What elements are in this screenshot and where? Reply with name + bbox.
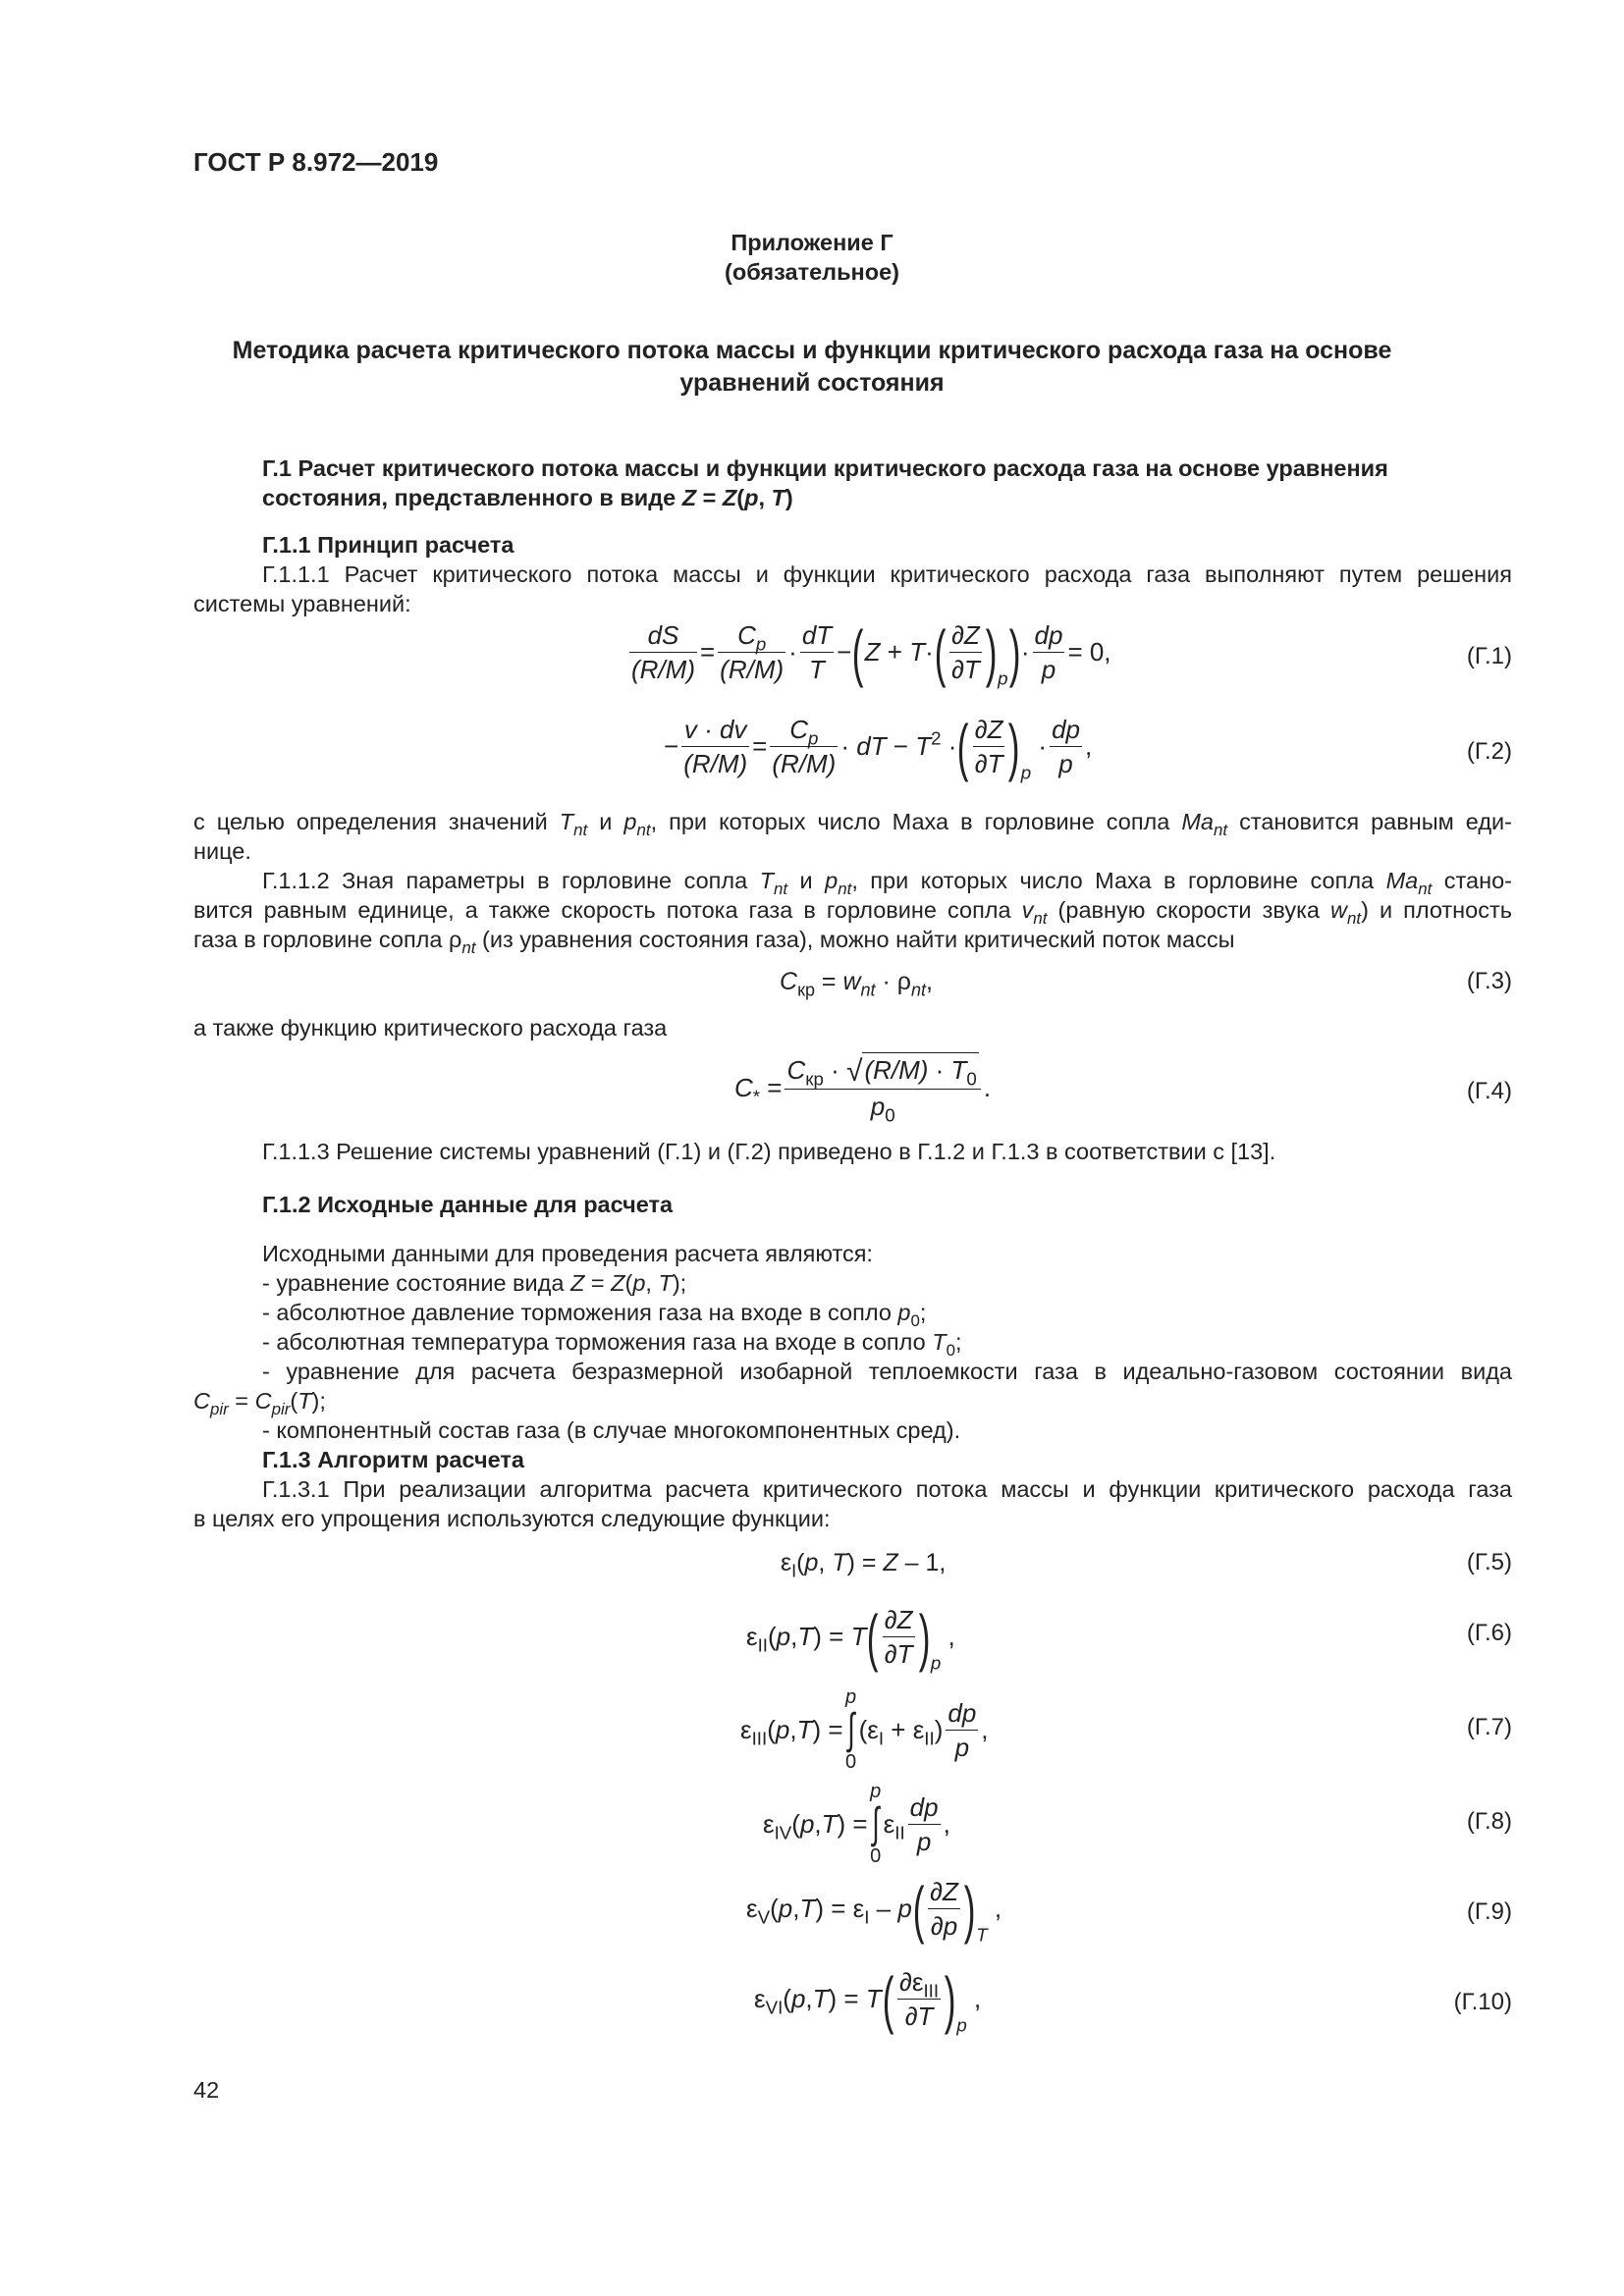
equation-g9: $\varepsilon_V(p,T) = \varepsilon_I - p$( $\frac{\partial Z}{\partial p}$ )$_T$ , xyxy=(746,1873,1002,1946)
after-eq2-line1: с целью определения значений $T_{nt}$ и $p_{nt}$, при которых число Маха в горловине сопла $Ma_{nt}$ становится равным еди- xyxy=(193,809,1512,839)
g12-item1: - уравнение состояние вида Z = Z(p, T); xyxy=(262,1270,687,1296)
section-g11-title: Г.1.1 Принцип расчета xyxy=(262,532,514,558)
equation-g4: $C_*$ = $C_{кр} \cdot √(R/M) \cdot T_0$ $p_0$ . xyxy=(734,1052,991,1123)
g12-item3: - абсолютная температура торможения газа на входе в сопло $T_0$; xyxy=(262,1329,962,1360)
g112-line1: Г.1.1.2 Зная параметры в горловине сопла $T_{nt}$ и $p_{nt}$, при которых число Маха в горловине сопла $Ma_{nt}$ стано- xyxy=(262,868,1512,898)
section-g12-title: Г.1.2 Исходные данные для расчета xyxy=(262,1192,674,1217)
equation-g6: $\varepsilon_{II}(p,T) = T$( $\frac{\partial Z}{\partial T}$ )$_p$ , xyxy=(746,1601,955,1674)
equation-g5: $\varepsilon_I(p$, T) = Z – 1, xyxy=(781,1549,947,1581)
section-g11-p1-line1: Г.1.1.1 Расчет критического потока массы и функции критического расхода газа выполняют путем решения xyxy=(262,561,1512,587)
equation-g1: $\frac{dS}{(R/M)}$ = $\frac{C_p}{(R/M)}$ · $\frac{dT}{T}$ −(Z + T·( $\frac{\partial Z}{\partial T}$ )$_p)\cdot$ $\frac{dp}{p}$ = 0, xyxy=(631,616,1111,689)
g12-item5: - компонентный состав газа (в случае многокомпонентных сред). xyxy=(262,1417,961,1443)
document-id: ГОСТ Р 8.972—2019 xyxy=(193,147,439,177)
equation-g8: $\varepsilon_{IV}(p,T)$ = p ∫ 0 $\varepsilon_{II}$ $\frac{dp}{p}$ , xyxy=(763,1781,950,1867)
section-g13-title: Г.1.3 Алгоритм расчета xyxy=(262,1447,524,1472)
equation-g7: $\varepsilon_{III}(p,T)$ = p ∫ 0 $(\varepsilon_I + \varepsilon_{II})$ $\frac{dp}{p}$ , xyxy=(740,1686,989,1773)
equation-number-g3: (Г.3) xyxy=(1466,968,1512,994)
section-g11-p1-line2: системы уравнений: xyxy=(193,591,411,616)
equation-number-g7: (Г.7) xyxy=(1466,1714,1512,1740)
g112-line3: газа в горловине сопла $\rho_{nt}$ (из уравнения состояния газа), можно найти критический поток массы xyxy=(193,927,1235,957)
equation-number-g9: (Г.9) xyxy=(1466,1898,1512,1925)
equation-number-g8: (Г.8) xyxy=(1466,1808,1512,1835)
g12-item4-line1: - уравнение для расчета безразмерной изобарной теплоемкости газа в идеально-газовом состоянии вида xyxy=(262,1359,1512,1384)
g13-p1-line2: в целях его упрощения используются следующие функции: xyxy=(193,1506,831,1531)
equation-number-g5: (Г.5) xyxy=(1466,1549,1512,1575)
g12-item2: - абсолютное давление торможения газа на входе в сопло $p_0$; xyxy=(262,1300,927,1330)
equation-number-g2: (Г.2) xyxy=(1466,738,1512,765)
equation-g2: − $\frac{v \cdot dv}{(R/M)}$ = $\frac{C_p}{(R/M)}$ · dT − $T^2$ ·( $\frac{\partial Z}{\partial T}$ )$_p$ · $\frac{dp}{p}$ , xyxy=(664,711,1093,783)
after-eq3-text: а также функцию критического расхода газа xyxy=(193,1015,668,1041)
g113-text: Г.1.1.3 Решение системы уравнений (Г.1) и (Г.2) приведено в Г.1.2 и Г.1.3 в соответствии с [13]. xyxy=(262,1139,1276,1164)
g13-p1-line1: Г.1.3.1 При реализации алгоритма расчета критического потока массы и функции критического расхода газа xyxy=(262,1476,1512,1502)
main-title-line1: Методика расчета критического потока массы и функции критического расхода газа на основе xyxy=(232,337,1392,364)
equation-g3: $C_{кр} = w_{nt} \cdot \rho_{nt}$, xyxy=(780,968,933,1000)
g112-line2: вится равным единице, а также скорость потока газа в горловине сопла $v_{nt}$ (равную скорости звука $w_{nt}$) и плотность xyxy=(193,897,1512,928)
main-title-line2: уравнений состояния xyxy=(679,369,945,397)
equation-number-g1: (Г.1) xyxy=(1466,643,1512,669)
g12-item4-line2: $C_{pir} = C_{pir}(T)$; xyxy=(193,1388,326,1418)
section-g1-title-line1: Г.1 Расчет критического потока массы и функции критического расхода газа на основе уравнения xyxy=(262,455,1388,481)
equation-g10: $\varepsilon_{VI}(p,T) = T$( $\partial\varepsilon_{III}$ ∂T )$_p$ , xyxy=(754,1963,982,2036)
section-g1-title-line2: состояния, представленного в виде Z = Z(p, T) xyxy=(262,485,793,510)
equation-number-g4: (Г.4) xyxy=(1466,1078,1512,1104)
appendix-title: Приложение Г xyxy=(731,230,893,255)
equation-number-g10: (Г.10) xyxy=(1453,1989,1512,2015)
after-eq2-line2: нице. xyxy=(193,838,251,864)
appendix-status: (обязательное) xyxy=(725,259,899,285)
equation-number-g6: (Г.6) xyxy=(1466,1620,1512,1646)
g12-intro: Исходными данными для проведения расчета являются: xyxy=(262,1241,873,1266)
page-number: 42 xyxy=(193,2077,220,2103)
